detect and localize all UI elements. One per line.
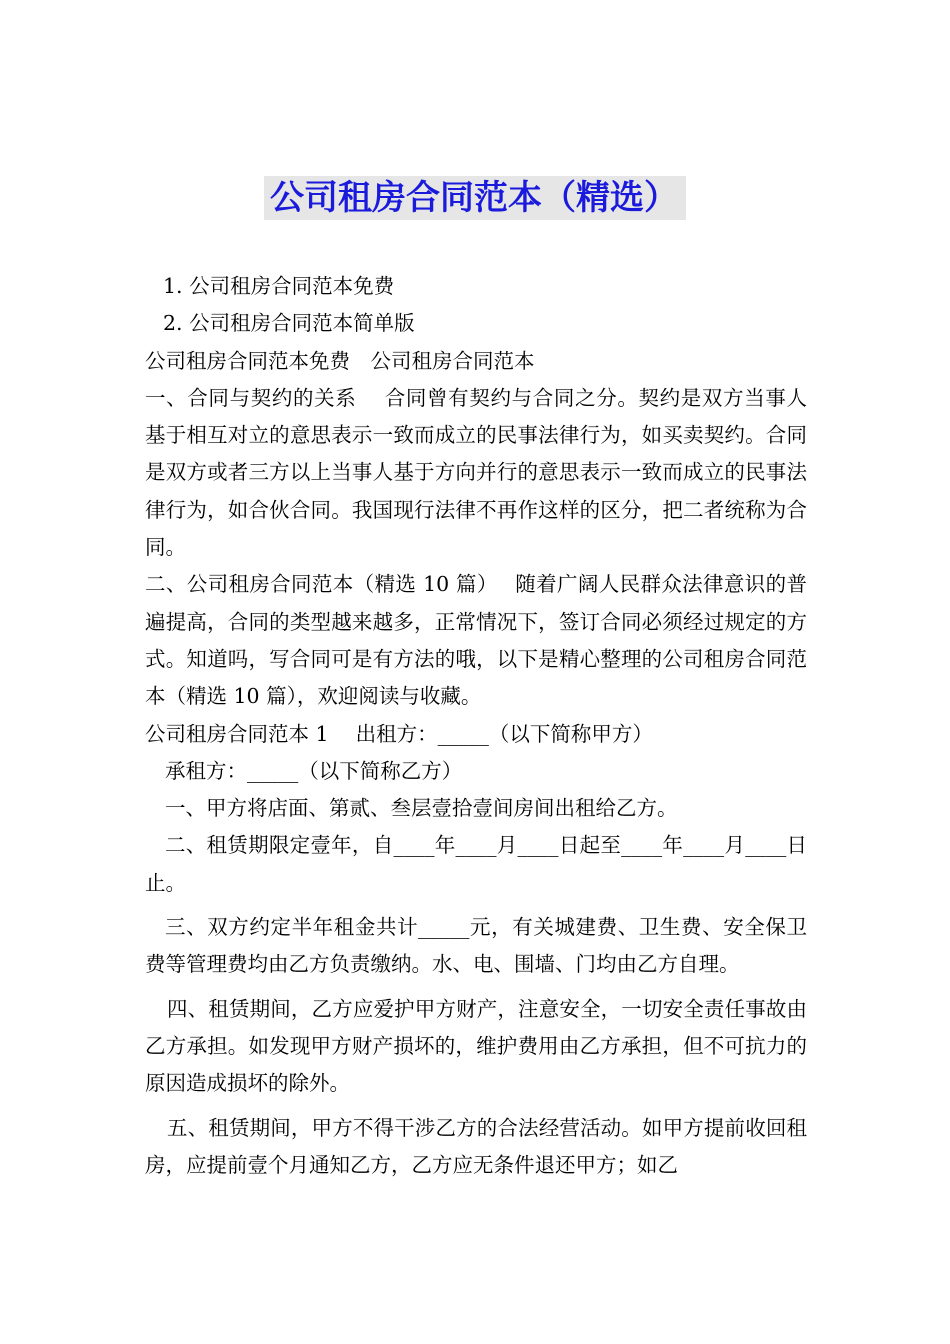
paragraph: 承租方：_____（以下简称乙方） xyxy=(165,758,463,783)
toc-item: 1. 公司租房合同范本免费 xyxy=(163,274,395,298)
document-title: 公司租房合同范本（精选） xyxy=(264,176,686,220)
paragraph: 二、公司租房合同范本（精选 10 篇） 随着广阔人民群众法律意识的普遍提高，合同的类型越来越多，正常情况下，签订合同必须经过规定的方式。知道吗，写合同可是有方法的哦，以下是精心整理的公司租房合同范本（精选 10 篇），欢迎阅读与收藏。 xyxy=(145,572,807,709)
paragraph: 公司租房合同范本 1 出租方：_____（以下简称甲方） xyxy=(145,721,653,746)
paragraph: 一、合同与契约的关系 合同曾有契约与合同之分。契约是双方当事人基于相互对立的意思表示一致而成立的民事法律行为，如买卖契约。合同是双方或者三方以上当事人基于方向并行的意思表示一致而成立的民事法律行为，如合伙合同。我国现行法律不再作这样的区分，把二者统称为合同。 xyxy=(145,385,807,560)
paragraph: 二、租赁期限定壹年，自____年____月____日起至____年____月____日止。 xyxy=(145,833,807,895)
spacer xyxy=(145,984,807,991)
paragraph: 一、甲方将店面、第贰、叁层壹拾壹间房间出租给乙方。 xyxy=(165,796,678,821)
paragraph: 五、租赁期间，甲方不得干涉乙方的合法经营活动。如甲方提前收回租房，应提前壹个月通知乙方，乙方应无条件退还甲方；如乙 xyxy=(145,1115,807,1177)
toc-item: 2. 公司租房合同范本简单版 xyxy=(163,311,415,336)
spacer xyxy=(145,1103,807,1110)
document-body xyxy=(145,268,807,1184)
paragraph: 四、租赁期间，乙方应爱护甲方财产，注意安全，一切安全责任事故由乙方承担。如发现甲方财产损坏的，维护费用由乙方承担，但不可抗力的原因造成损坏的除外。 xyxy=(145,996,807,1096)
spacer xyxy=(145,902,807,909)
title-wrap xyxy=(0,176,950,220)
paragraph: 三、双方约定半年租金共计_____元，有关城建费、卫生费、安全保卫费等管理费均由乙方负责缴纳。水、电、围墙、门均由乙方自理。 xyxy=(145,915,807,977)
paragraph: 公司租房合同范本免费 公司租房合同范本 xyxy=(145,348,535,373)
